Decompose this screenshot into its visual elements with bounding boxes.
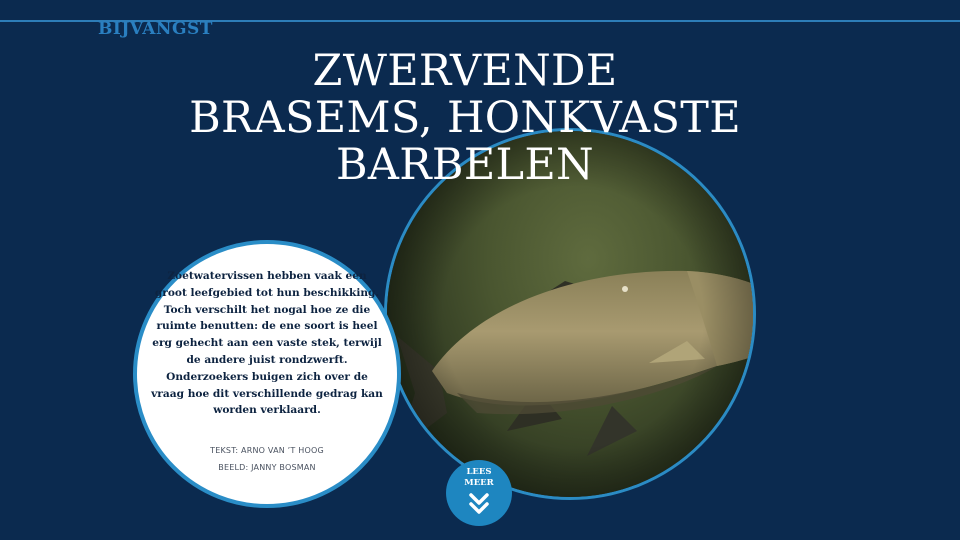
title-line: BARBELEN bbox=[336, 140, 594, 190]
title-line: ZWERVENDE bbox=[312, 46, 618, 96]
article-intro: Zoetwatervissen hebben vaak een groot leefgebied tot hun beschikking. Toch verschilt het nogal hoe ze die ruimte benutten: de ene soort is heel erg gehecht aan een vaste stek, terwijl de andere juist rondzwerft. Onderzoekers buigen zich over de vraag hoe dit verschillende gedrag kan worden verklaard. bbox=[151, 270, 383, 417]
credit-text: TEKST: ARNO VAN ’T HOOG bbox=[210, 446, 324, 455]
section-label: BIJVANGST bbox=[98, 19, 213, 39]
credit-image: BEELD: JANNY BOSMAN bbox=[218, 463, 316, 472]
article-title bbox=[150, 48, 780, 189]
read-more-button[interactable] bbox=[446, 460, 512, 526]
title-line: BRASEMS, HONKVASTE bbox=[189, 93, 741, 143]
read-more-label: LEES MEER bbox=[464, 467, 494, 488]
double-chevron-down-icon bbox=[469, 493, 489, 515]
